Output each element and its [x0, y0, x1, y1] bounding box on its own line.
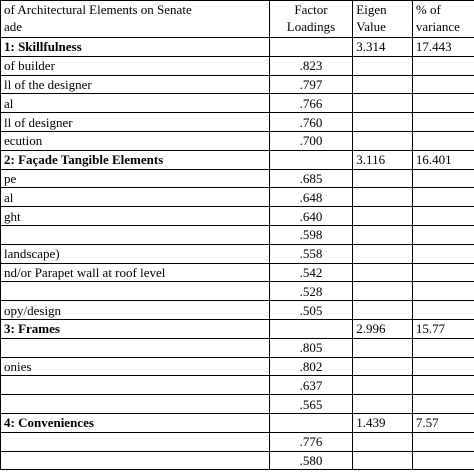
variance-cell [412, 451, 474, 470]
loading-cell: .505 [269, 301, 353, 320]
loading-cell: .797 [269, 75, 353, 94]
table-row [1, 395, 474, 414]
header-variance-line1: % of [415, 2, 441, 17]
eigen-cell [353, 357, 413, 376]
table-row [1, 338, 474, 357]
table-row [1, 113, 474, 132]
item-cell [1, 338, 270, 357]
loading-cell [269, 319, 353, 338]
variance-cell [412, 244, 474, 263]
eigen-cell [353, 451, 413, 470]
item-cell: ecution [1, 131, 270, 150]
eigen-cell: 2.996 [353, 319, 413, 338]
header-variance-line2: variance [415, 19, 460, 34]
item-cell: ght [1, 207, 270, 226]
table-row [1, 376, 474, 395]
eigen-cell [353, 263, 413, 282]
eigen-cell [353, 75, 413, 94]
eigen-cell [353, 338, 413, 357]
item-cell: of builder [1, 56, 270, 75]
header-item-line1: of Architectural Elements on Senate [4, 2, 192, 17]
eigen-cell [353, 225, 413, 244]
variance-cell: 16.401 [412, 150, 474, 169]
loading-cell: .580 [269, 451, 353, 470]
table-row [1, 94, 474, 113]
item-cell: landscape) [1, 244, 270, 263]
item-cell [1, 432, 270, 451]
table-row [1, 75, 474, 94]
factor-row [1, 150, 474, 169]
eigen-cell [353, 94, 413, 113]
item-cell [1, 395, 270, 414]
variance-cell [412, 56, 474, 75]
loading-cell: .685 [269, 169, 353, 188]
loading-cell: .598 [269, 225, 353, 244]
variance-cell [412, 282, 474, 301]
factor-row [1, 319, 474, 338]
loading-cell [269, 38, 353, 57]
header-loadings-line1: Factor [294, 2, 328, 17]
loading-cell: .558 [269, 244, 353, 263]
variance-cell [412, 188, 474, 207]
factor-row [1, 413, 474, 432]
item-cell: nd/or Parapet wall at roof level [1, 263, 270, 282]
item-cell: opy/design [1, 301, 270, 320]
eigen-cell [353, 244, 413, 263]
header-loadings-cell [269, 1, 353, 38]
table-row [1, 188, 474, 207]
item-cell: al [1, 188, 270, 207]
eigen-cell [353, 376, 413, 395]
variance-cell [412, 131, 474, 150]
item-cell [1, 376, 270, 395]
table-row [1, 225, 474, 244]
eigen-cell [353, 282, 413, 301]
loading-cell: .823 [269, 56, 353, 75]
item-cell: pe [1, 169, 270, 188]
variance-cell [412, 94, 474, 113]
factor-row [1, 38, 474, 57]
eigen-cell: 3.116 [353, 150, 413, 169]
eigen-cell: 3.314 [353, 38, 413, 57]
loading-cell: .565 [269, 395, 353, 414]
eigen-cell [353, 56, 413, 75]
loading-cell: .760 [269, 113, 353, 132]
eigen-cell [353, 113, 413, 132]
variance-cell [412, 113, 474, 132]
variance-cell [412, 357, 474, 376]
eigen-cell [353, 395, 413, 414]
loading-cell: .542 [269, 263, 353, 282]
table-row [1, 451, 474, 470]
table-row [1, 432, 474, 451]
header-variance-cell [412, 1, 474, 38]
header-eigen-line1: Eigen [356, 2, 387, 17]
variance-cell [412, 169, 474, 188]
item-cell: al [1, 94, 270, 113]
item-cell [1, 451, 270, 470]
item-cell [1, 282, 270, 301]
eigen-cell [353, 432, 413, 451]
eigen-cell [353, 188, 413, 207]
item-cell: 1: Skillfulness [1, 38, 270, 57]
variance-cell [412, 207, 474, 226]
variance-cell [412, 75, 474, 94]
variance-cell [412, 301, 474, 320]
variance-cell [412, 376, 474, 395]
table-header-row [1, 1, 474, 38]
loading-cell [269, 413, 353, 432]
table-row [1, 357, 474, 376]
eigen-cell [353, 169, 413, 188]
item-cell: ll of the designer [1, 75, 270, 94]
eigen-cell [353, 301, 413, 320]
item-cell: ll of designer [1, 113, 270, 132]
variance-cell: 17.443 [412, 38, 474, 57]
loading-cell: .700 [269, 131, 353, 150]
table-row [1, 207, 474, 226]
loading-cell: .802 [269, 357, 353, 376]
loading-cell: .640 [269, 207, 353, 226]
variance-cell [412, 395, 474, 414]
header-item-cell [1, 1, 270, 38]
eigen-cell: 1.439 [353, 413, 413, 432]
table-body [1, 1, 474, 470]
loading-cell: .766 [269, 94, 353, 113]
loading-cell: .648 [269, 188, 353, 207]
loading-cell: .805 [269, 338, 353, 357]
item-cell: 3: Frames [1, 319, 270, 338]
item-cell [1, 225, 270, 244]
header-eigen-cell [353, 1, 413, 38]
loading-cell [269, 150, 353, 169]
variance-cell [412, 225, 474, 244]
variance-cell [412, 432, 474, 451]
header-eigen-line2: Value [356, 19, 386, 34]
table-row [1, 263, 474, 282]
eigen-cell [353, 207, 413, 226]
header-item-line2: ade [4, 19, 23, 34]
eigen-cell [353, 131, 413, 150]
table-row [1, 301, 474, 320]
item-cell: onies [1, 357, 270, 376]
table-row [1, 244, 474, 263]
variance-cell: 7.57 [412, 413, 474, 432]
item-cell: 2: Façade Tangible Elements [1, 150, 270, 169]
loading-cell: .776 [269, 432, 353, 451]
variance-cell [412, 263, 474, 282]
table-row [1, 282, 474, 301]
loading-cell: .637 [269, 376, 353, 395]
variance-cell [412, 338, 474, 357]
loading-cell: .528 [269, 282, 353, 301]
item-cell: 4: Conveniences [1, 413, 270, 432]
table-row [1, 169, 474, 188]
header-loadings-line2: Loadings [286, 19, 336, 34]
table-row [1, 56, 474, 75]
table-row [1, 131, 474, 150]
variance-cell: 15.77 [412, 319, 474, 338]
